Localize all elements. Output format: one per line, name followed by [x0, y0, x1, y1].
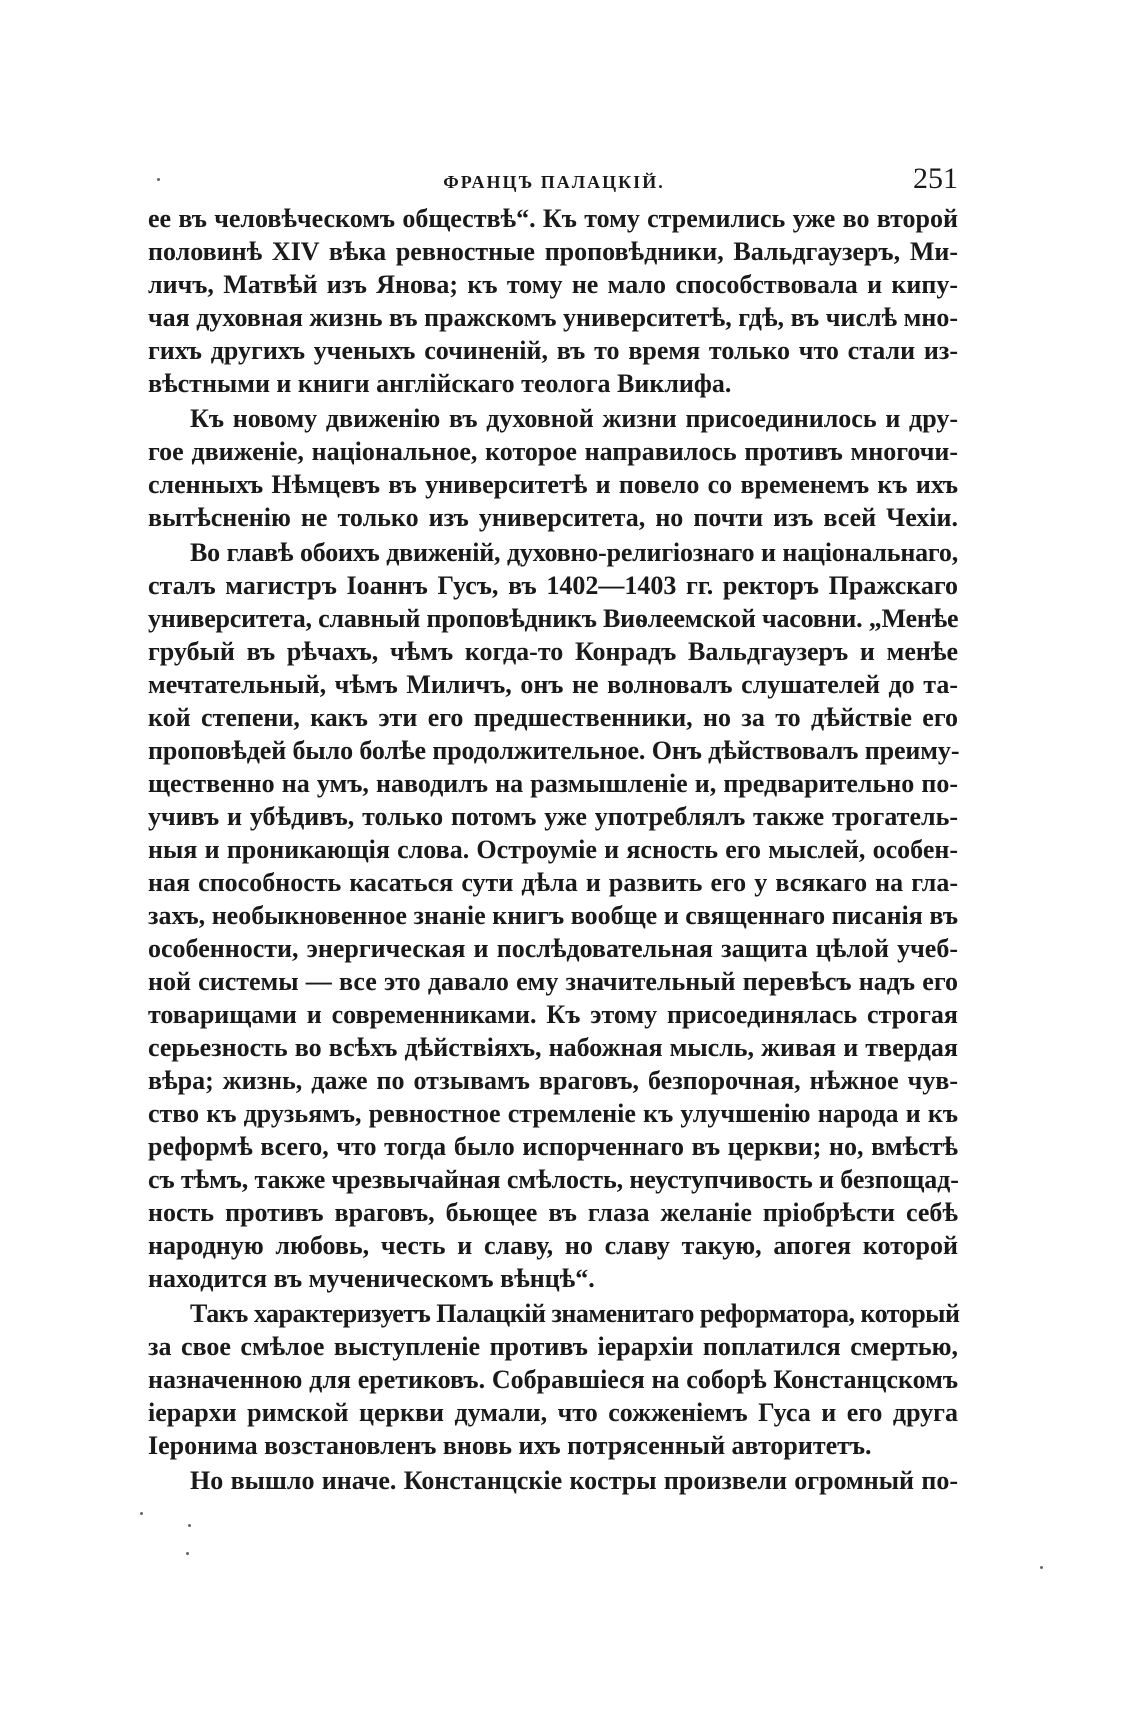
- text-line: проповѣдей было болѣе продолжительное. Онъ дѣйствовалъ преиму-: [148, 736, 960, 765]
- text-line: народную любовь, честь и славу, но славу такую, апогея которой: [148, 1231, 958, 1260]
- text-line: іерархи римской церкви думали, что сожженіемъ Гуса и его друга: [148, 1398, 958, 1427]
- text-line: Во главѣ обоихъ движеній, духовно-религіознаго и національнаго,: [190, 538, 958, 567]
- text-line: грубый въ рѣчахъ, чѣмъ когда-то Конрадъ Вальдгаузеръ и менѣе: [148, 637, 958, 666]
- text-line: за свое смѣлое выступленіе противъ іерархіи поплатился смертью,: [148, 1332, 958, 1361]
- text-line: товарищами и современниками. Къ этому присоединялась строгая: [148, 1000, 958, 1029]
- text-line: вѣстными и книги англійскаго теолога Виклифа.: [148, 369, 732, 398]
- print-speck: [140, 1512, 143, 1515]
- text-line: учивъ и убѣдивъ, только потомъ уже употреблялъ также трогатель-: [148, 802, 958, 831]
- text-line: Но вышло иначе. Констанцскіе костры произвели огромный по-: [190, 1466, 958, 1495]
- text-line: щественно на умъ, наводилъ на размышленіе и, предварительно по-: [148, 769, 958, 798]
- print-speck: [188, 1524, 191, 1527]
- text-line: сталъ магистръ Іоаннъ Гусъ, въ 1402—1403 гг. ректоръ Пражскаго: [148, 571, 958, 600]
- running-head: [150, 162, 958, 202]
- print-speck: [157, 178, 160, 181]
- text-line: Іеронима возстановленъ вновь ихъ потрясенный авторитетъ.: [148, 1431, 872, 1460]
- text-line: ее въ человѣческомъ обществѣ“. Къ тому стремились уже во второй: [148, 204, 958, 233]
- text-line: гихъ другихъ ученыхъ сочиненій, въ то время только что стали из-: [148, 336, 958, 365]
- text-line: назначенною для еретиковъ. Собравшіеся на соборѣ Констанцскомъ: [148, 1365, 958, 1394]
- text-line: сленныхъ Нѣмцевъ въ университетѣ и повело со временемъ къ ихъ: [148, 470, 958, 499]
- text-line: Къ новому движенію въ духовной жизни присоединилось и дру-: [190, 404, 958, 433]
- text-line: ной системы — все это давало ему значительный перевѣсъ надъ его: [148, 967, 958, 996]
- text-line: личъ, Матвѣй изъ Янова; къ тому не мало способствовала и кипу-: [148, 270, 958, 299]
- text-line: съ тѣмъ, также чрезвычайная смѣлость, неуступчивость и безпощад-: [148, 1165, 959, 1194]
- text-line: мечтательный, чѣмъ Миличъ, онъ не волновалъ слушателей до та-: [148, 670, 958, 699]
- text-line: ная способность касаться сути дѣла и развить его у всякаго на гла-: [148, 868, 958, 897]
- text-line: кой степени, какъ эти его предшественники, но за то дѣйствіе его: [148, 703, 958, 732]
- text-line: половинѣ XIV вѣка ревностные проповѣдники, Вальдгаузеръ, Ми-: [148, 237, 958, 266]
- text-line: серьезность во всѣхъ дѣйствіяхъ, набожная мысль, живая и твердая: [148, 1033, 958, 1062]
- text-line: гое движеніе, національное, которое направилось противъ многочи-: [148, 437, 958, 466]
- text-line: ство къ друзьямъ, ревностное стремленіе къ улучшенію народа и къ: [148, 1099, 958, 1128]
- running-title: ФРАНЦЪ ПАЛАЦКІЙ.: [443, 172, 665, 192]
- text-line: ныя и проникающія слова. Остроуміе и ясность его мыслей, особен-: [148, 835, 958, 864]
- text-line: вытѣсненію не только изъ университета, но почти изъ всей Чехіи.: [148, 503, 958, 532]
- text-line: Такъ характеризуетъ Палацкій знаменитаго реформатора, который: [190, 1299, 960, 1328]
- page-number: 251: [913, 162, 958, 195]
- print-speck: [186, 1552, 189, 1555]
- text-line: вѣра; жизнь, даже по отзывамъ враговъ, безпорочная, нѣжное чув-: [148, 1066, 958, 1095]
- text-line: захъ, необыкновенное знаніе книгъ вообще и священнаго писанія въ: [148, 901, 958, 930]
- text-line: реформѣ всего, что тогда было испорченнаго въ церкви; но, вмѣстѣ: [148, 1132, 958, 1161]
- text-line: ность противъ враговъ, бьющее въ глаза желаніе пріобрѣсти себѣ: [148, 1198, 958, 1227]
- text-line: чая духовная жизнь въ пражскомъ университетѣ, гдѣ, въ числѣ мно-: [148, 303, 958, 332]
- text-line: находится въ мученическомъ вѣнцѣ“.: [148, 1264, 595, 1293]
- print-speck: [1040, 1566, 1043, 1569]
- text-line: особенности, энергическая и послѣдовательная защита цѣлой учеб-: [148, 934, 958, 963]
- text-line: университета, славный проповѣдникъ Виѳлеемской часовни. „Менѣе: [148, 604, 959, 633]
